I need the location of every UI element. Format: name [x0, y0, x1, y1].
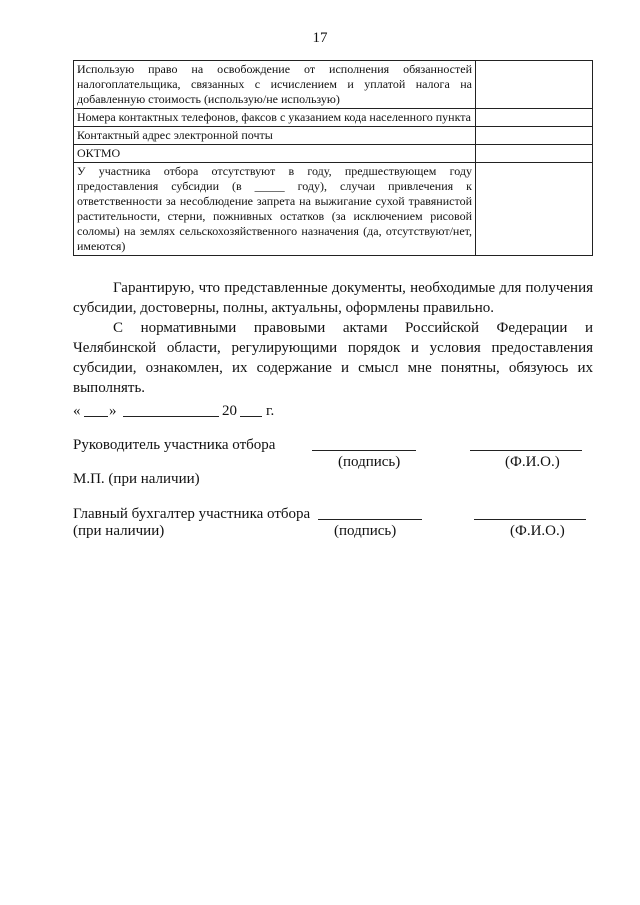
head-label: Руководитель участника отбора — [73, 437, 276, 453]
table-row-label: Использую право на освобождение от исполнения обязанностей налогоплательщика, связанных с исчислением и уплатой налога на добавленную стоимость (использую/не использую) — [74, 61, 476, 109]
date-open-quote: « — [73, 403, 81, 419]
table-row — [74, 145, 593, 163]
table-row-value[interactable] — [476, 145, 593, 163]
accountant-signature-caption: (подпись) — [334, 523, 397, 539]
table-row-value[interactable] — [476, 127, 593, 145]
accountant-signature-blank[interactable] — [318, 519, 422, 520]
table-row-label: Номера контактных телефонов, факсов с указанием кода населенного пункта — [74, 109, 476, 127]
head-name-blank[interactable] — [470, 450, 582, 451]
table-row — [74, 163, 593, 256]
date-close-quote: » — [109, 403, 117, 419]
table-row-value[interactable] — [476, 109, 593, 127]
table-row — [74, 127, 593, 145]
date-month-blank[interactable] — [123, 416, 219, 417]
table-row-value[interactable] — [476, 163, 593, 256]
table-row-label: ОКТМО — [74, 145, 476, 163]
date-day-blank[interactable] — [84, 416, 108, 417]
table-row-value[interactable] — [476, 61, 593, 109]
date-year-blank[interactable] — [240, 416, 262, 417]
accountant-name-blank[interactable] — [474, 519, 586, 520]
page-number: 17 — [312, 30, 328, 46]
stamp-label: М.П. (при наличии) — [73, 471, 200, 487]
head-name-caption: (Ф.И.О.) — [505, 454, 560, 470]
date-year-suffix: г. — [266, 403, 275, 419]
table-row — [74, 109, 593, 127]
table-row-label: Контактный адрес электронной почты — [74, 127, 476, 145]
head-signature-caption: (подпись) — [338, 454, 401, 470]
guarantee-paragraph: Гарантирую, что представленные документы, необходимые для получения субсидии, достоверны, полны, актуальны, оформлены правильно. — [73, 280, 593, 316]
date-year-prefix: 20 — [222, 403, 237, 419]
accountant-label: Главный бухгалтер участника отбора — [73, 506, 311, 522]
table-row — [74, 61, 593, 109]
accountant-sub-label: (при наличии) — [73, 523, 165, 539]
acquainted-paragraph: С нормативными правовыми актами Российской Федерации и Челябинской области, регулирующими порядок и условия предоставления субсидии, ознакомлен, их содержание и смысл мне понятны, обязуюсь их выполнять. — [73, 320, 593, 396]
head-signature-blank[interactable] — [312, 450, 416, 451]
accountant-name-caption: (Ф.И.О.) — [510, 523, 565, 539]
participant-info-table — [73, 60, 593, 256]
table-row-label: У участника отбора отсутствуют в году, предшествующем году предоставления субсидии (в _____ году), случаи привлечения к ответственности за несоблюдение запрета на выжигание сухой травянистой растительности, стерни, пожнивных остатков (за исключением рисовой соломы) на землях сельскохозяйственного назначения (да, отсутствуют/нет, имеются) — [74, 163, 476, 256]
